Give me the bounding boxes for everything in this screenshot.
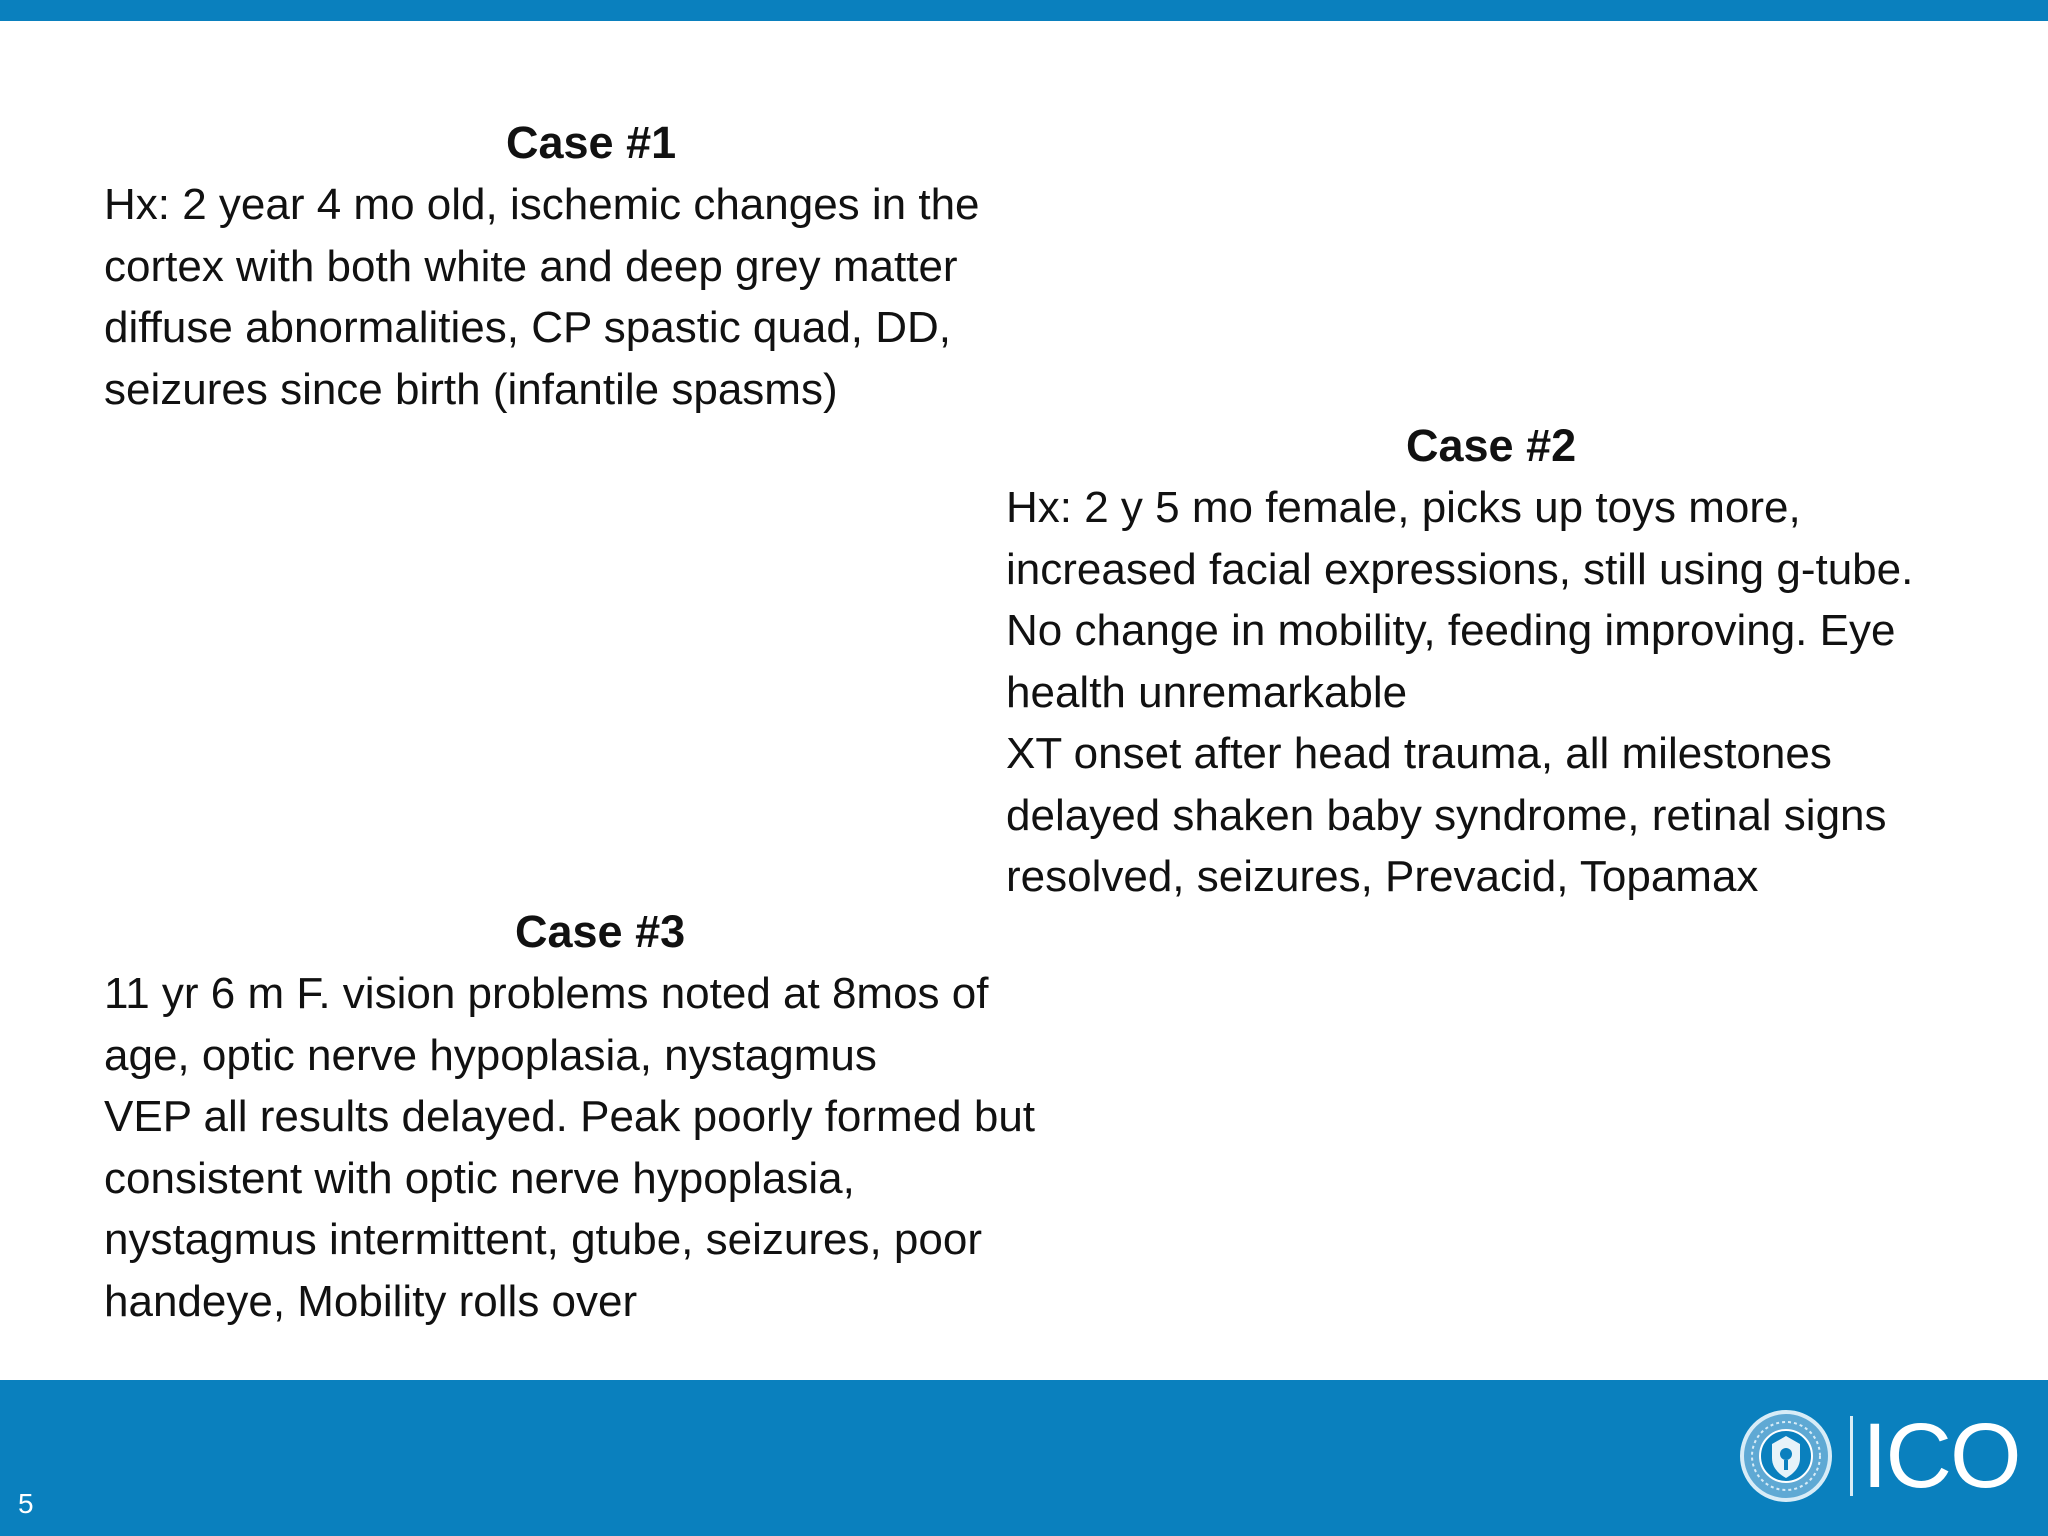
case-2-line: delayed shaken baby syndrome, retinal signs xyxy=(1006,790,1887,840)
page-number: 5 xyxy=(18,1488,34,1519)
case-3-line: VEP all results delayed. Peak poorly formed but xyxy=(104,1092,1036,1141)
case-3-line: age, optic nerve hypoplasia, nystagmus xyxy=(104,1030,877,1080)
case-3-line: consistent with optic nerve hypoplasia, xyxy=(104,1153,855,1203)
case-2-block xyxy=(1006,415,2006,908)
case-3-title: Case #3 xyxy=(515,906,686,957)
case-3-line: 11 yr 6 m F. vision problems noted at 8mos of xyxy=(104,969,989,1018)
top-accent-bar xyxy=(0,0,2048,21)
logo-wordmark: ICO xyxy=(1862,1405,2020,1507)
case-1-block xyxy=(104,112,1084,420)
case-3-block xyxy=(104,901,1104,1332)
case-1-line: cortex with both white and deep grey matter xyxy=(104,241,958,291)
ico-logo xyxy=(1738,1405,2020,1507)
case-1-line: seizures since birth (infantile spasms) xyxy=(104,364,838,414)
case-2-line: resolved, seizures, Prevacid, Topamax xyxy=(1006,852,1759,901)
case-3-line: nystagmus intermittent, gtube, seizures, poor xyxy=(104,1215,982,1264)
case-1-title: Case #1 xyxy=(506,117,677,168)
case-1-line: diffuse abnormalities, CP spastic quad, DD, xyxy=(104,303,952,352)
case-2-title: Case #2 xyxy=(1406,420,1577,471)
college-seal-icon xyxy=(1738,1408,1834,1504)
logo-divider xyxy=(1850,1416,1853,1496)
case-2-line: health unremarkable xyxy=(1006,667,1408,717)
case-1-line: Hx: 2 year 4 mo old, ischemic changes in the xyxy=(104,180,980,229)
case-2-line: Hx: 2 y 5 mo female, picks up toys more, xyxy=(1006,483,1801,532)
case-2-line: increased facial expressions, still using g-tube. xyxy=(1006,544,1914,594)
case-2-line: No change in mobility, feeding improving. Eye xyxy=(1006,606,1896,655)
case-2-line: XT onset after head trauma, all milestones xyxy=(1006,729,1832,778)
case-3-line: handeye, Mobility rolls over xyxy=(104,1276,638,1326)
